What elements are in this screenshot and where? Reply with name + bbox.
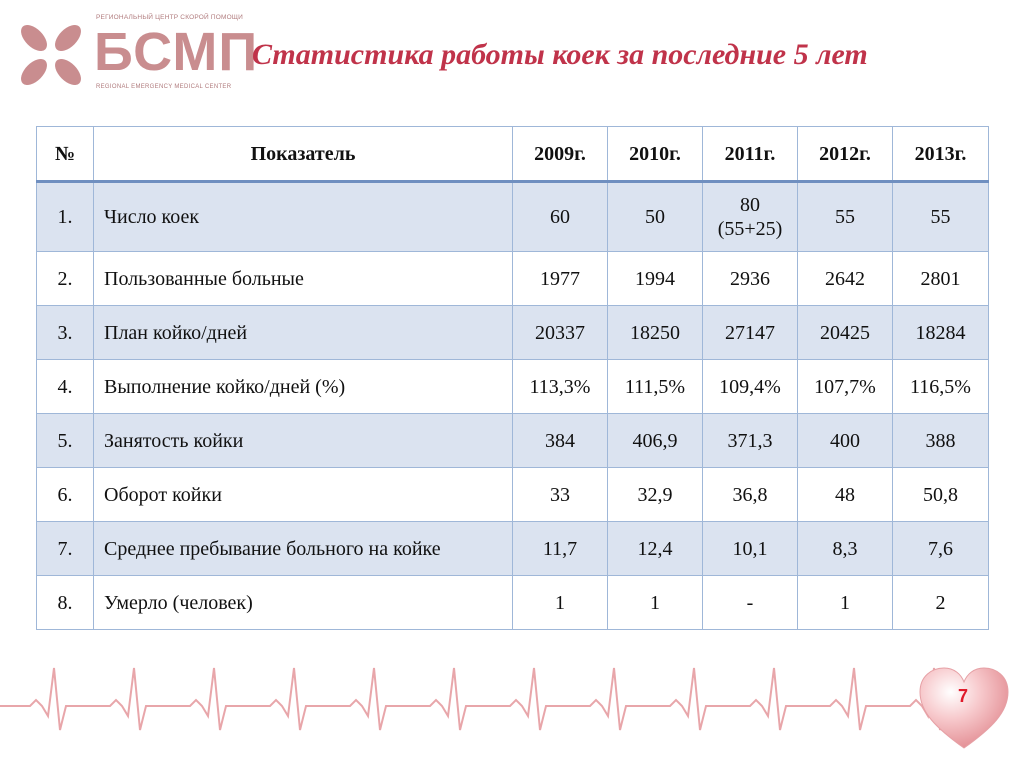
row-number: 4.: [37, 360, 94, 414]
table-row: [37, 306, 989, 360]
row-number: 5.: [37, 414, 94, 468]
table-row: [37, 182, 989, 252]
value-cell: 2642: [798, 252, 893, 306]
value-cell: 107,7%: [798, 360, 893, 414]
value-cell: 33: [513, 468, 608, 522]
statistics-table: [36, 126, 989, 630]
ecg-line-icon: [0, 660, 1024, 760]
logo-wordmark: БСМП: [94, 22, 259, 82]
indicator-name: Умерло (человек): [94, 576, 513, 630]
table-row: [37, 252, 989, 306]
table-row: [37, 414, 989, 468]
value-cell: 2: [893, 576, 989, 630]
indicator-name: Занятость койки: [94, 414, 513, 468]
header-cell: 2010г.: [608, 127, 703, 182]
indicator-name: Число коек: [94, 182, 513, 252]
indicator-name: Среднее пребывание больного на койке: [94, 522, 513, 576]
value-cell: 55: [798, 182, 893, 252]
page-title: Статистика работы коек за последние 5 лет: [252, 38, 868, 71]
value-cell: 116,5%: [893, 360, 989, 414]
value-cell: 20425: [798, 306, 893, 360]
table-row: [37, 576, 989, 630]
value-cell: 18250: [608, 306, 703, 360]
row-number: 8.: [37, 576, 94, 630]
table-row: [37, 522, 989, 576]
value-cell: 12,4: [608, 522, 703, 576]
value-cell: 36,8: [703, 468, 798, 522]
value-cell: -: [703, 576, 798, 630]
value-cell: 10,1: [703, 522, 798, 576]
header-cell: 2012г.: [798, 127, 893, 182]
logo-bottom-text: REGIONAL EMERGENCY MEDICAL CENTER: [96, 84, 232, 90]
value-cell: 109,4%: [703, 360, 798, 414]
row-number: 2.: [37, 252, 94, 306]
row-number: 6.: [37, 468, 94, 522]
value-cell: 7,6: [893, 522, 989, 576]
page-number: 7: [957, 686, 968, 706]
value-cell: 406,9: [608, 414, 703, 468]
indicator-name: Пользованные больные: [94, 252, 513, 306]
cross-petals-icon: [12, 20, 90, 90]
indicator-name: Выполнение койко/дней (%): [94, 360, 513, 414]
value-cell: 27147: [703, 306, 798, 360]
value-cell: 111,5%: [608, 360, 703, 414]
row-number: 1.: [37, 182, 94, 252]
value-cell: 1977: [513, 252, 608, 306]
value-cell: 1994: [608, 252, 703, 306]
value-cell: 50,8: [893, 468, 989, 522]
table-row: [37, 468, 989, 522]
value-cell: 32,9: [608, 468, 703, 522]
value-cell: 20337: [513, 306, 608, 360]
value-cell: 8,3: [798, 522, 893, 576]
table-header-row: [37, 127, 989, 182]
value-cell: 18284: [893, 306, 989, 360]
value-cell: 60: [513, 182, 608, 252]
indicator-name: План койко/дней: [94, 306, 513, 360]
logo: [12, 14, 259, 92]
value-cell: 2936: [703, 252, 798, 306]
row-number: 7.: [37, 522, 94, 576]
value-cell: 384: [513, 414, 608, 468]
value-cell: 55: [893, 182, 989, 252]
value-cell: 48: [798, 468, 893, 522]
header-cell: №: [37, 127, 94, 182]
value-cell: 80 (55+25): [703, 182, 798, 252]
value-cell: 371,3: [703, 414, 798, 468]
header-cell: 2011г.: [703, 127, 798, 182]
value-cell: 1: [513, 576, 608, 630]
value-cell: 11,7: [513, 522, 608, 576]
header-cell: Показатель: [94, 127, 513, 182]
indicator-name: Оборот койки: [94, 468, 513, 522]
header-cell: 2009г.: [513, 127, 608, 182]
value-cell: 1: [798, 576, 893, 630]
value-cell: 400: [798, 414, 893, 468]
value-cell: 1: [608, 576, 703, 630]
value-cell: 388: [893, 414, 989, 468]
table-row: [37, 360, 989, 414]
header-cell: 2013г.: [893, 127, 989, 182]
row-number: 3.: [37, 306, 94, 360]
logo-top-text: РЕГИОНАЛЬНЫЙ ЦЕНТР СКОРОЙ ПОМОЩИ: [96, 14, 244, 21]
value-cell: 50: [608, 182, 703, 252]
value-cell: 2801: [893, 252, 989, 306]
value-cell: 113,3%: [513, 360, 608, 414]
heart-icon: [916, 664, 1012, 752]
